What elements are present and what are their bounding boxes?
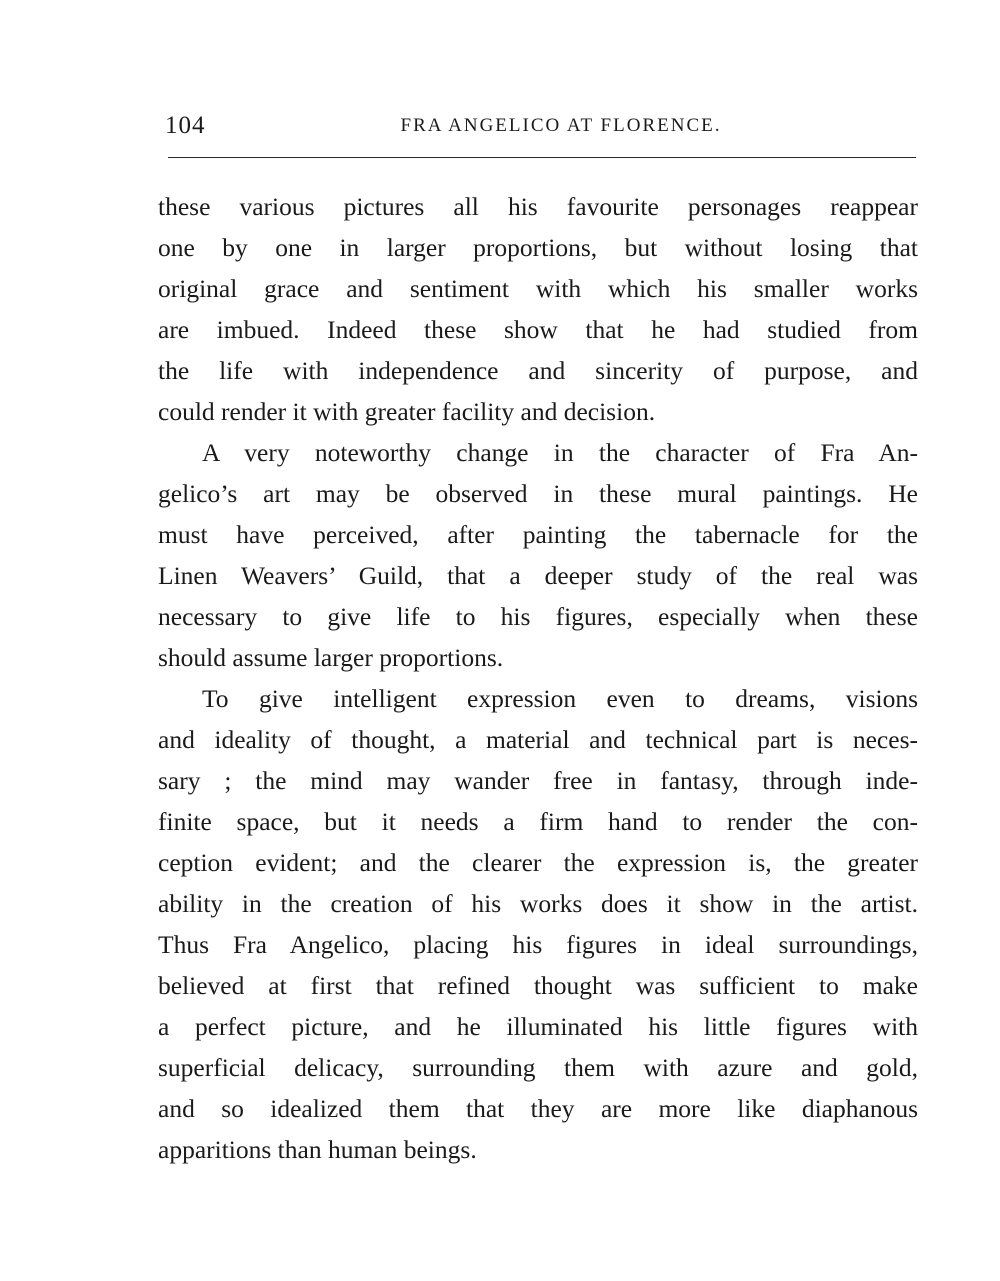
running-title: FRA ANGELICO AT FLORENCE.	[400, 115, 722, 136]
text-line: sary ; the mind may wander free in fantasy, through inde-	[158, 766, 918, 795]
text-line: ception evident; and the clearer the expression is, the greater	[158, 848, 918, 877]
text-line: apparitions than human beings.	[158, 1135, 477, 1164]
text-line: could render it with greater facility and decision.	[158, 397, 656, 426]
running-head	[165, 112, 917, 144]
text-line: gelico’s art may be observed in these mural paintings. He	[158, 479, 918, 508]
text-line: should assume larger proportions.	[158, 643, 504, 672]
text-line: these various pictures all his favourite personages reappear	[158, 192, 918, 221]
paragraph-1	[158, 186, 918, 432]
text-line: a perfect picture, and he illuminated his little figures with	[158, 1012, 918, 1041]
text-line: and so idealized them that they are more like diaphanous	[158, 1094, 918, 1123]
text-line: necessary to give life to his figures, especially when these	[158, 602, 918, 631]
text-line: original grace and sentiment with which his smaller works	[158, 274, 918, 303]
text-line: superficial delicacy, surrounding them with azure and gold,	[158, 1053, 918, 1082]
text-line: Thus Fra Angelico, placing his figures in ideal surroundings,	[158, 930, 918, 959]
paragraph-2	[158, 432, 918, 678]
text-line: must have perceived, after painting the tabernacle for the	[158, 520, 918, 549]
text-line: are imbued. Indeed these show that he had studied from	[158, 315, 918, 344]
text-line: A very noteworthy change in the character of Fra An-	[202, 438, 918, 467]
text-line: believed at first that refined thought was sufficient to make	[158, 971, 918, 1000]
text-line: one by one in larger proportions, but without losing that	[158, 233, 918, 262]
page-number: 104	[165, 112, 206, 139]
text-line: ability in the creation of his works does it show in the artist.	[158, 889, 918, 918]
header-rule	[168, 157, 916, 158]
text-line: finite space, but it needs a firm hand to render the con-	[158, 807, 918, 836]
paragraph-3	[158, 678, 918, 1170]
text-line: To give intelligent expression even to dreams, visions	[202, 684, 918, 713]
text-line: the life with independence and sincerity of purpose, and	[158, 356, 918, 385]
text-line: and ideality of thought, a material and technical part is neces-	[158, 725, 918, 754]
text-line: Linen Weavers’ Guild, that a deeper study of the real was	[158, 561, 918, 590]
body-text	[158, 186, 918, 1170]
